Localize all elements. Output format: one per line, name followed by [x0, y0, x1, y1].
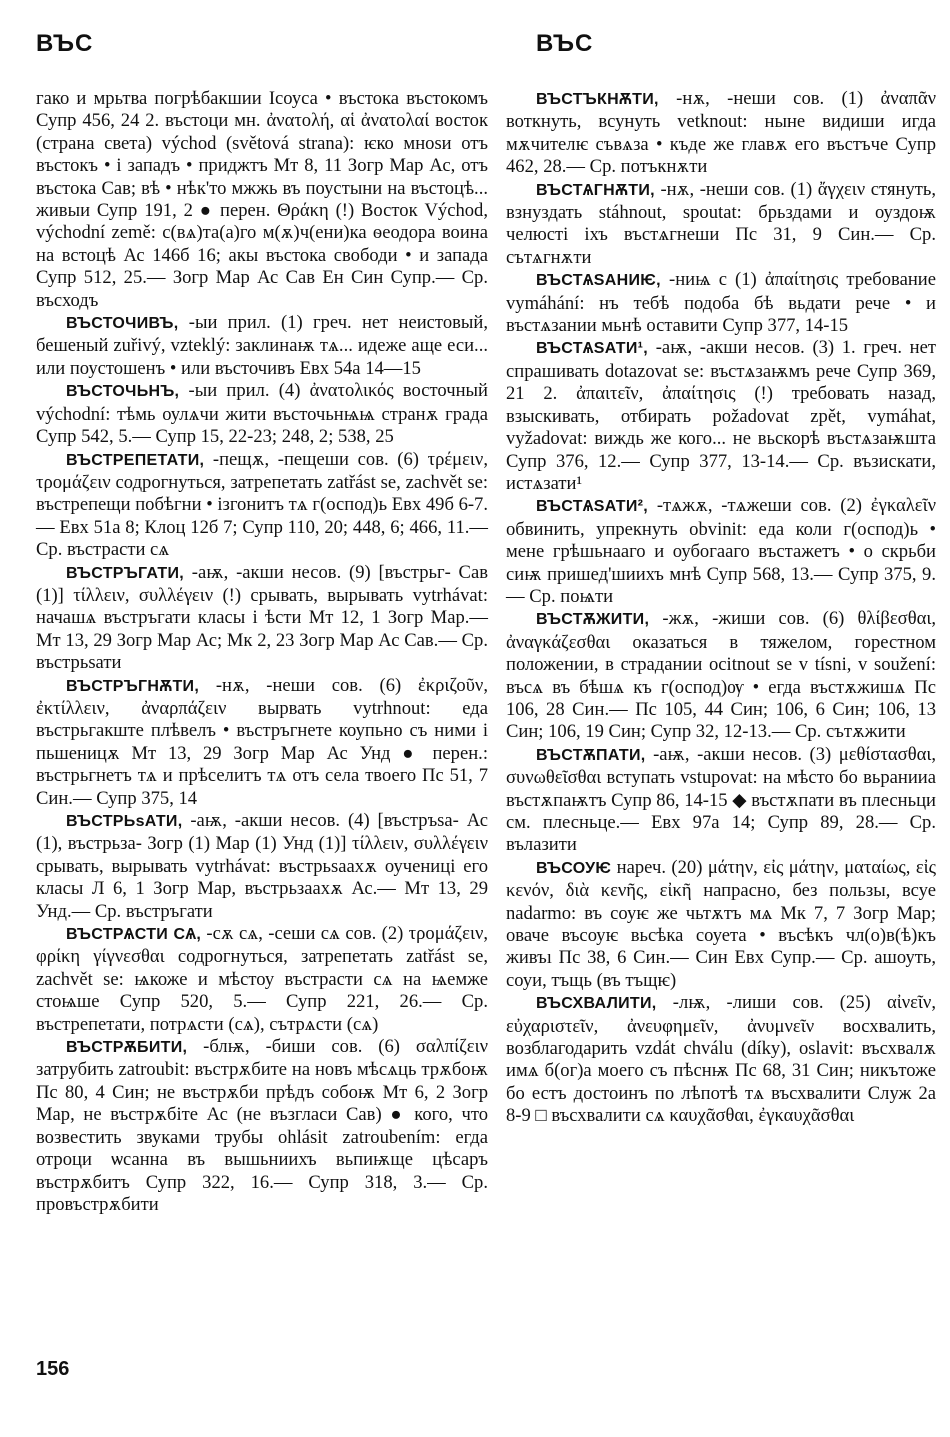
- entry-headword: ВЪСТРЪГАТИ,: [66, 564, 185, 582]
- entry-headword: ВЪСТОЧИВЪ,: [66, 315, 179, 333]
- entry-body: -жѫ, -жиши сов. (6) θλίβεσθαι, ἀναγκάζεσθαι оказаться в тяжелом, горестном положении, в страдании ocitnout se v tísni, v soužení: въсѧ въ бѣшѧ къ г(оспод)ѹ • егда въстѫжишѧ Пс 106, 28 Син.— Пс 105, 44 Син; 106, 6 Син; 106, 13 Син; 106, 19 Син; Супр 32, 12-13.— Ср. сътѫжити: [506, 608, 936, 743]
- dictionary-entry: [506, 179, 936, 270]
- dictionary-entry: [36, 449, 488, 562]
- entry-body: -нѫ, -неши сов. (1) ἀναπᾶν воткнуть, всунуть vetknout: ныне видиши игда мѫчителѥ съвѧза • къде же главѫ его въстъче Супр 462, 28.— Ср. потъкнѫти: [506, 88, 936, 178]
- dictionary-entry: [506, 744, 936, 857]
- entry-headword: ВЪСТѦЅАНИѤ,: [536, 272, 661, 290]
- dictionary-entry: [36, 810, 488, 923]
- dictionary-entry: [506, 992, 936, 1127]
- dictionary-entry: [506, 337, 936, 495]
- entry-body: нареч. (20) μάτην, εἰς μάτην, ματαίως, εἰς κενόν, διὰ κενῆς, εἰκῆ напрасно, без пользы, всуе nadarmo: въ соуѥ же чьтѫтъ мѧ Мк 7, 7 Зогр Мар; оваче въсоуѥ вьсѣка соуета • въсѣкъ чл(о)в(ѣ)къ живъı Пс 38, 6 Син.— Син Евх Супр.— Ср. ашоуть, соуи, тъщь (въ тъщѥ): [506, 856, 936, 991]
- entry-headword: ВЪСТѦЅАТИ¹,: [536, 340, 649, 358]
- dictionary-entry: [36, 380, 488, 448]
- dictionary-entry: [506, 88, 936, 179]
- entry-body: -лѭ, -лиши сов. (25) αἰνεῖν, εὐχαριστεῖν, ἀνευφημεῖν, ἀνυμνεῖν восхвалить, возблагодарить vzdát chválu (díky), oslavit: въсхвалѫ имѧ б(ог)а моего съ пѣснѭ Пс 68, 31 Син; никътоже бо естъ достоинъ по лѣпотѣ тѧ въсхвалити Служ 2а 8-9 □ въсхвалити сѧ καυχᾶσθαι, ἐγκαυχᾶσθαι: [506, 992, 936, 1127]
- entry-headword: ВЪСТѪПАТИ,: [536, 746, 646, 764]
- dictionary-entry: [36, 88, 488, 312]
- entry-body: -ыи прил. (1) греч. нет неистовый, бешеный zuřivý, vzteklý: заклинаѭ тѧ... идеже аще еси... или поустошенъ • или въсточивъ Евх 54а 14—15: [36, 312, 488, 379]
- dictionary-entry: [506, 495, 936, 608]
- entry-body: -пещѫ, -пещеши сов. (6) τρέμειν, τρομάζειν содрогнуться, затрепетать zatřást se, zachvět se: въстрепещи побѣгни • ізгонитъ тѧ г(оспод)ь Евх 49б 6-7.— Евх 51а 8; Клоц 12б 7; Супр 110, 20; 448, 6; 466, 11.— Ср. въстрасти сѧ: [36, 448, 488, 561]
- entry-body: -нѫ, -неши сов. (1) ἄγχειν стянуть, взнуздать stáhnout, spoutat: брьздами и оуздоѭ челюсті іхъ въстѧгнеши Пс 31, 9 Син.— Ср. сътѧгнѫти: [506, 178, 936, 268]
- entry-body: -ниѩ с (1) ἀπαίτησις требование vymáhání: нъ тебѣ подоба бѣ вьдати рече • и въстѧзании мьнѣ оставити Супр 377, 14-15: [506, 269, 936, 337]
- entry-headword: ВЪСТРЕПЕТАТИ,: [66, 451, 205, 469]
- left-column: [36, 88, 488, 1216]
- entry-headword: ВЪСТРѪБИТИ,: [66, 1039, 188, 1057]
- entry-headword: ВЪСТРѦСТИ СѦ,: [66, 926, 202, 944]
- entry-body: гако и мрьтва погрѣбакшии Ісоуса • въстока въстокомъ Супр 456, 24 2. въстоци мн. ἀνατολή, αἱ ἀνατολαί восток (страна света) východ (světová strana): ѥко мноѕи отъ въстокъ • і западъ • приджтъ Мт 8, 11 Зогр Мар Ас, отъ въстока Сав; вѣ • нѣк'то мжжь въ поустыни на въстоцѣ... живыи Супр 191, 2 ● перен. Θράκη (!) Восток Východ, východní země: с(вѧ)та(а)го м(ѫ)ч(ени)ка ѳеодора воина на встоцѣ Ас 146б 16; акы въстока свободи • и запада Супр 512, 25.— Зогр Мар Ас Сав Ен Син Супр.— Ср. въсходъ: [36, 88, 488, 311]
- entry-headword: ВЪСХВАЛИТИ,: [536, 995, 657, 1013]
- entry-body: -ыи прил. (4) ἀνατολικός восточный východní: тѣмь оулѧчи жити въсточьнѩѩ странѫ града Супр 542, 5.— Супр 15, 22-23; 248, 2; 538, 25: [36, 380, 488, 448]
- entry-body: -аѭ, -акши несов. (3) 1. греч. нет спрашивать dotazovat se: въстѧзаѭмъ рече Супр 369, 21 2. ἀπαιτεῖν, ἀπαίτησις (!) требовать назад, взыскивать, отбирать požadovat zpět, vymáhat, vyžadovat: виждь же кого... не вьскорѣ въстѧзаѭшта Супр 376, 12.— Супр 377, 13-14.— Ср. възискати, истѧзати¹: [506, 337, 936, 494]
- dictionary-entry: [36, 562, 488, 675]
- right-column: [506, 88, 936, 1128]
- entry-body: -аѭ, -акши несов. (3) μεθίστασθαι, συνωθεῖσθαι вступать vstupovat: на мѣсто бо вьранииа въстѫпаѭтъ Супр 86, 14-15 ◆ въстѫпати въ плесньци см. плесньце.— Евх 97а 14; Супр 89, 28.— Ср. вълазити: [506, 743, 936, 856]
- entry-headword: ВЪСТОЧЬНЪ,: [66, 383, 180, 401]
- entry-headword: ВЪСОУѤ: [536, 859, 612, 877]
- dictionary-entry: [36, 675, 488, 810]
- dictionary-entry: [36, 923, 488, 1036]
- entry-headword: ВЪСТѪЖИТИ,: [536, 611, 650, 629]
- entry-headword: ВЪСТѦЅАТИ²,: [536, 498, 649, 516]
- entry-headword: ВЪСТЪКНѪТИ,: [536, 91, 659, 108]
- entry-headword: ВЪСТРЬѕАТИ,: [66, 813, 183, 830]
- page-number: 156: [36, 1358, 70, 1380]
- dictionary-entry: [36, 312, 488, 380]
- running-head-left: ВЪС: [36, 30, 94, 57]
- dictionary-entry: [506, 269, 936, 337]
- entry-body: -блѭ, -биши сов. (6) σαλπίζειν затрубить zatroubit: въстрѫбите на новъ мѣсѧць трѫбоѭ Пс 80, 4 Син; не въстрѫби прѣдъ собоѭ Мт 6, 2 Зогр Мар, не въстрѫбіте Ас (не възгласи Сав) ● кого, что возвестить звуками трубы ohlásit zatroubením: егда отроци ѡсанна въ вышьниихъ вьпиѭще цѣсаръ въстрѫбитъ Супр 322, 16.— Супр 318, 3.— Ср. провъстрѫбити: [36, 1036, 488, 1215]
- entry-body: -сѫ сѧ, -сеши сѧ сов. (2) τρομάζειν, φρίκη γίγνεσθαι содрогнуться, затрепетать zatřást se, zachvět se: ѩкоже и мѣстоу въстрасти сѧ на ѩемже стоѩше Супр 520, 5.— Супр 221, 26.— Ср. въстрепетати, потрѧсти (сѧ), сътрѧсти (сѧ): [36, 923, 488, 1035]
- running-head-right: ВЪС: [536, 30, 594, 57]
- entry-body: -тѧжѫ, -тѧжеши сов. (2) ἐγκαλεῖν обвинить, упрекнуть obvinit: еда коли г(оспод)ь • мене грѣшьнааго и оубогааго въстажетъ • о скрьби сиѭ пришед'шиихъ мнѣ Супр 568, 13.— Супр 375, 9.— Ср. поѩти: [506, 495, 936, 607]
- dictionary-entry: [36, 1036, 488, 1216]
- dictionary-entry: [506, 608, 936, 743]
- entry-body: -нѫ, -неши сов. (6) ἐκριζοῦν, ἐκτίλλειν, ἀναρπάζειν вырвать vytrhnout: еда въстрьгакште плѣвелъ • въстръгнете коупьно съ ними і пьшеницѫ Мт 13, 29 Зогр Мар Ас Унд ● перен.: въстрьгнетъ тѧ и прѣселитъ тѧ отъ села твоего Пс 51, 7 Син.— Супр 375, 14: [36, 674, 488, 809]
- entry-body: -аѭ, -акши несов. (9) [въстрьг- Сав (1)] τίλλειν, συλλέγειν (!) срывать, вырывать vytrhávat: начашѧ въстръгати класы і ѣсти Мт 12, 1 Зогр Мар.— Мт 13, 29 Зогр Мар Ас; Мк 2, 23 Зогр Мар Ас Сав.— Ср. въстрьѕати: [36, 561, 488, 674]
- entry-headword: ВЪСТРЪГНѪТИ,: [66, 677, 200, 695]
- entry-headword: ВЪСТѦГНѪТИ,: [536, 181, 655, 199]
- dictionary-entry: [506, 857, 936, 992]
- entry-body: -аѭ, -акши несов. (4) [въстръѕа- Ас (1), въстрьза- Зогр (1) Мар (1) Унд (1)] τίλλειν, συλλέγειν срывать, вырывать vytrhávat: въстрьѕаахѫ оучениці его класы Л 6, 1 Зогр Мар, въстрьзаахѫ Ас.— Мт 13, 29 Унд.— Ср. въстръгати: [36, 810, 488, 922]
